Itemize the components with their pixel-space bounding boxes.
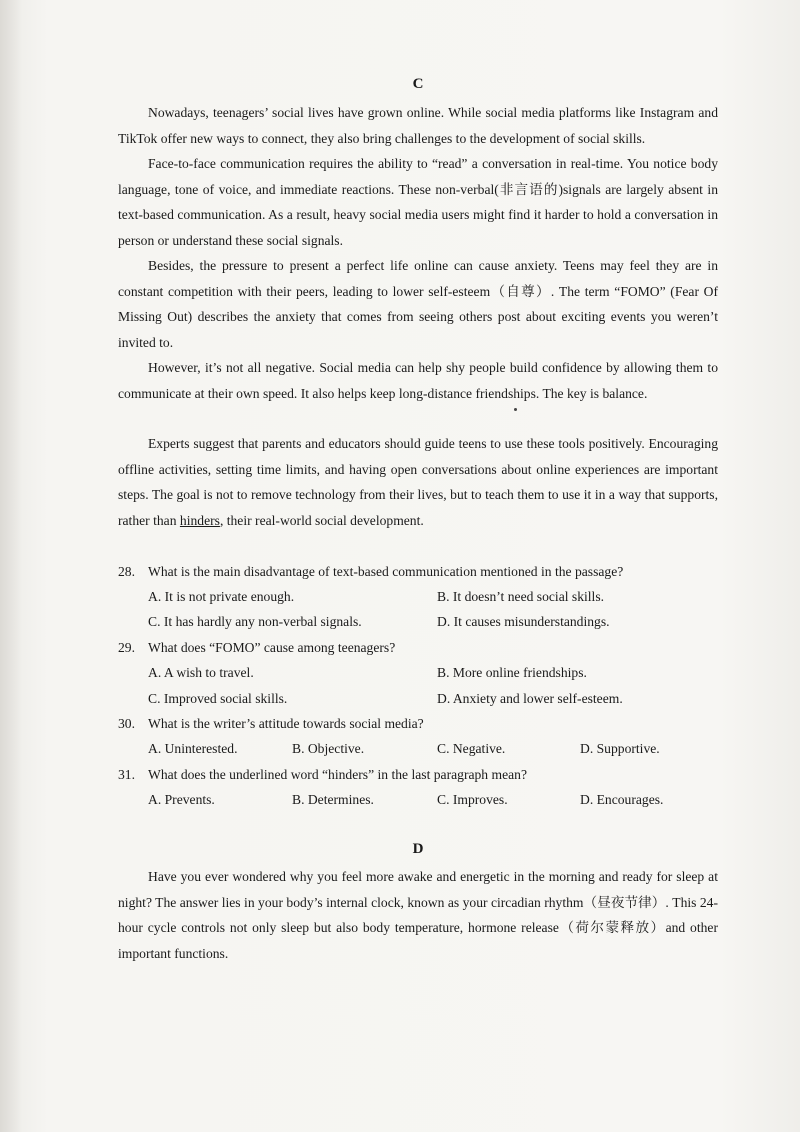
- option-29-d[interactable]: D. Anxiety and lower self-esteem.: [437, 691, 623, 706]
- option-28-b[interactable]: B. It doesn’t need social skills.: [437, 589, 605, 604]
- question-30: [118, 714, 718, 734]
- paragraph-text: Experts suggest that parents and educators should guide teens to use these tools positively. Encouraging offline activities, setting time limits, and having open conversations about online experiences are important steps. The goal is not to remove technology from their lives, but to teach them to use it in a way that supports, rather than: [118, 436, 718, 528]
- option-31-a[interactable]: A. Prevents.: [148, 792, 215, 807]
- question-number: 28.: [118, 564, 135, 579]
- option-28-a[interactable]: A. It is not private enough.: [148, 589, 295, 604]
- question-text: What is the writer’s attitude towards social media?: [148, 716, 424, 731]
- scan-edge-shadow: [0, 0, 22, 1132]
- option-29-b[interactable]: B. More online friendships.: [437, 665, 587, 680]
- question-number: 31.: [118, 767, 135, 782]
- question-number: 29.: [118, 640, 135, 655]
- option-30-c[interactable]: C. Negative.: [437, 741, 506, 756]
- paragraph-text: , their real-world social development.: [219, 512, 424, 528]
- question-number: 30.: [118, 716, 135, 731]
- option-30-b[interactable]: B. Objective.: [292, 741, 365, 756]
- question-29: [118, 638, 718, 658]
- passage-c-paragraph-2: Face-to-face communication requires the ability to “read” a conversation in real-time. You notice body language, tone of voice, and immediate reactions. These non-verbal(非言语的)signals are largely absent in text-based communication. As a result, heavy social media users might find it harder to hold a conversation in person or understand these social signals.: [118, 156, 718, 248]
- question-text: What does “FOMO” cause among teenagers?: [148, 640, 396, 655]
- passage-c-paragraph-1: Nowadays, teenagers’ social lives have grown online. While social media platforms like Instagram and TikTok offer new ways to connect, they also bring challenges to the development of social skills.: [118, 105, 718, 146]
- option-31-d[interactable]: D. Encourages.: [580, 792, 664, 807]
- option-28-c[interactable]: C. It has hardly any non-verbal signals.: [148, 614, 362, 629]
- question-31: [118, 765, 718, 785]
- passage-d-paragraph-1: Have you ever wondered why you feel more awake and energetic in the morning and ready for sleep at night? The answer lies in your body’s internal clock, known as your circadian rhythm（昼夜节律）. This 24-hour cycle controls not only sleep but also body temperature, hormone release（荷尔蒙释放）and other important functions.: [118, 869, 718, 961]
- section-heading-d: D: [412, 841, 424, 857]
- passage-c-paragraph-4: However, it’s not all negative. Social media can help shy people build confidence by allowing them to communicate at their own speed. It also helps keep long-distance friendships. The key is balance.: [118, 360, 718, 401]
- option-30-d[interactable]: D. Supportive.: [580, 741, 660, 756]
- passage-c-paragraph-5: [118, 431, 718, 533]
- option-30-a[interactable]: A. Uninterested.: [148, 741, 238, 756]
- option-28-d[interactable]: D. It causes misunderstandings.: [437, 614, 610, 629]
- question-text: What is the main disadvantage of text-based communication mentioned in the passage?: [148, 564, 624, 579]
- passage-c-paragraph-3: Besides, the pressure to present a perfect life online can cause anxiety. Teens may feel they are in constant competition with their peers, leading to lower self-esteem（自尊）. The term “FOMO” (Fear Of Missing Out) describes the anxiety that comes from seeing others post about exciting events you weren’t invited to.: [118, 258, 718, 350]
- question-28: [118, 562, 718, 582]
- option-31-b[interactable]: B. Determines.: [292, 792, 374, 807]
- scan-speck: [514, 408, 517, 411]
- option-29-c[interactable]: C. Improved social skills.: [148, 691, 288, 706]
- section-heading-c: C: [412, 76, 424, 92]
- option-31-c[interactable]: C. Improves.: [437, 792, 508, 807]
- option-29-a[interactable]: A. A wish to travel.: [148, 665, 254, 680]
- question-text: What does the underlined word “hinders” in the last paragraph mean?: [148, 767, 527, 782]
- underlined-word: hinders: [179, 512, 220, 528]
